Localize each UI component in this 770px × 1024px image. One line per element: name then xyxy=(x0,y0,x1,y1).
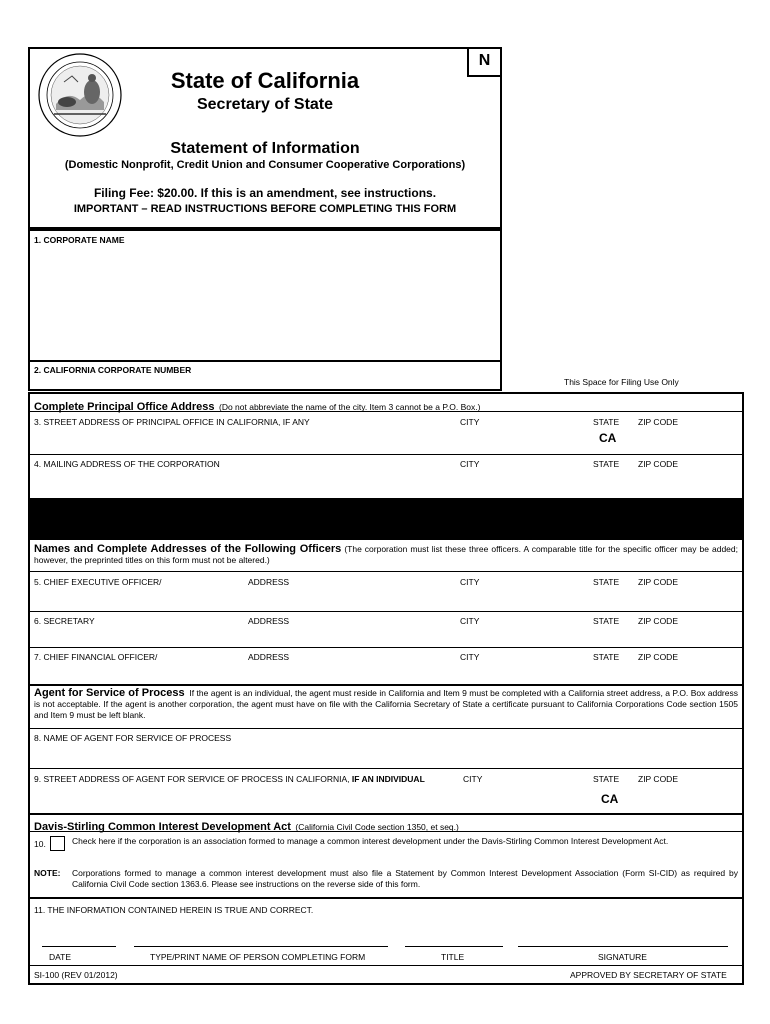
form-letter: N xyxy=(478,52,491,69)
item3-city: CITY xyxy=(460,417,480,427)
name-label: TYPE/PRINT NAME OF PERSON COMPLETING FORM xyxy=(150,952,366,962)
divider xyxy=(28,684,744,686)
item7-field[interactable] xyxy=(30,664,742,682)
corporate-name-label: 1. CORPORATE NAME xyxy=(34,235,125,245)
item4-field[interactable] xyxy=(30,470,742,496)
divider xyxy=(28,897,744,899)
divider xyxy=(28,965,744,966)
item9-field[interactable] xyxy=(30,786,742,810)
principal-note: (Do not abbreviate the name of the city. Item 3 cannot be a P.O. Box.) xyxy=(218,402,481,412)
divider xyxy=(28,728,744,729)
form-title: Statement of Information xyxy=(170,140,360,157)
filing-fee: Filing Fee: $20.00. If this is an amendment, see instructions. xyxy=(93,186,437,200)
item9-bold: IF AN INDIVIDUAL xyxy=(351,774,425,784)
item10-number: 10. xyxy=(34,839,46,849)
item11-label: 11. THE INFORMATION CONTAINED HEREIN IS TRUE AND CORRECT. xyxy=(34,905,314,915)
divider xyxy=(28,360,502,362)
item7-city: CITY xyxy=(460,652,480,662)
divider xyxy=(28,831,744,832)
item8-label: 8. NAME OF AGENT FOR SERVICE OF PROCESS xyxy=(34,733,232,743)
item10-text: Check here if the corporation is an association formed to manage a common interest development under the Davis-Stirling Common Interest Development Act. xyxy=(72,836,669,846)
item6-label: 6. SECRETARY xyxy=(34,616,95,626)
item6-field[interactable] xyxy=(30,628,742,646)
item7-label: 7. CHIEF FINANCIAL OFFICER/ xyxy=(34,652,158,662)
office-title: Secretary of State xyxy=(196,96,334,113)
item3-zip: ZIP CODE xyxy=(638,417,678,427)
davis-heading-text: Davis-Stirling Common Interest Development Act xyxy=(34,821,291,833)
date-field[interactable] xyxy=(42,930,116,947)
item4-label: 4. MAILING ADDRESS OF THE CORPORATION xyxy=(34,459,220,469)
item9-state: STATE xyxy=(593,774,620,784)
item9-text: 9. STREET ADDRESS OF AGENT FOR SERVICE OF PROCESS IN CALIFORNIA, xyxy=(34,774,350,784)
title-label: TITLE xyxy=(441,952,465,962)
item7-zip: ZIP CODE xyxy=(638,652,678,662)
divider xyxy=(28,647,744,648)
form-subtitle: (Domestic Nonprofit, Credit Union and Consumer Cooperative Corporations) xyxy=(64,159,466,171)
item6-city: CITY xyxy=(460,616,480,626)
name-field[interactable] xyxy=(134,930,388,947)
principal-heading-text: Complete Principal Office Address xyxy=(34,401,215,413)
davis-note: (California Civil Code section 1350, et seq.) xyxy=(295,822,459,832)
black-bar xyxy=(28,498,744,540)
item3-field[interactable] xyxy=(30,428,742,452)
corporate-name-field[interactable] xyxy=(30,248,500,358)
item5-address: ADDRESS xyxy=(248,577,290,587)
divider xyxy=(28,454,744,455)
item3-state: STATE xyxy=(593,417,620,427)
note-label: NOTE: xyxy=(34,868,61,878)
item3-state-value: CA xyxy=(599,431,617,445)
item6-state: STATE xyxy=(593,616,620,626)
divider xyxy=(28,571,744,572)
item9-state-value: CA xyxy=(601,792,619,806)
item5-field[interactable] xyxy=(30,590,742,610)
state-seal xyxy=(34,52,126,138)
item7-state: STATE xyxy=(593,652,620,662)
corporate-number-label: 2. CALIFORNIA CORPORATE NUMBER xyxy=(34,365,192,375)
item6-address: ADDRESS xyxy=(248,616,290,626)
principal-heading xyxy=(34,397,480,415)
signature-field[interactable] xyxy=(518,930,728,947)
important-note: IMPORTANT – READ INSTRUCTIONS BEFORE COMPLETING THIS FORM xyxy=(73,203,457,215)
item9-city: CITY xyxy=(463,774,483,784)
officers-note: (The corporation must list these three officers. A comparable title for the specific officer may be added; however, the preprinted titles on this form must not be altered.) xyxy=(34,544,738,565)
item9-zip: ZIP CODE xyxy=(638,774,678,784)
date-label: DATE xyxy=(49,952,72,962)
approved-label: APPROVED BY SECRETARY OF STATE xyxy=(570,970,727,980)
divider xyxy=(28,411,744,412)
item3-label: 3. STREET ADDRESS OF PRINCIPAL OFFICE IN CALIFORNIA, IF ANY xyxy=(34,417,310,427)
davis-checkbox[interactable] xyxy=(50,836,65,851)
divider xyxy=(28,813,744,815)
form-id: SI-100 (REV 01/2012) xyxy=(34,970,118,980)
agent-note: If the agent is an individual, the agent must reside in California and Item 9 must be completed with a California street address, a P.O. Box address is not acceptable. If the agent is another corporation, the agent must have on file with the California Secretary of State a certificate pursuant to California Corporations Code section 1505 and Item 9 must be left blank. xyxy=(34,688,738,720)
item9-label xyxy=(34,774,425,784)
title-field[interactable] xyxy=(405,930,503,947)
officers-heading-text: Names and Complete Addresses of the Following Officers xyxy=(34,543,342,555)
note-text: Corporations formed to manage a common interest development must also file a Statement by Common Interest Development Association (Form SI-CID) as required by California Civil Code section 1363.6. Please see instructions on the reverse side of this form. xyxy=(72,868,738,889)
state-title: State of California xyxy=(170,68,360,93)
filing-use-label: This Space for Filing Use Only xyxy=(564,377,679,387)
item5-zip: ZIP CODE xyxy=(638,577,678,587)
item4-zip: ZIP CODE xyxy=(638,459,678,469)
item5-state: STATE xyxy=(593,577,620,587)
item6-zip: ZIP CODE xyxy=(638,616,678,626)
divider xyxy=(28,611,744,612)
davis-heading xyxy=(34,817,459,835)
agent-heading-text: Agent for Service of Process xyxy=(34,687,185,699)
item7-address: ADDRESS xyxy=(248,652,290,662)
item5-label: 5. CHIEF EXECUTIVE OFFICER/ xyxy=(34,577,162,587)
corporate-number-field[interactable] xyxy=(30,376,500,390)
signature-label: SIGNATURE xyxy=(598,952,647,962)
item8-field[interactable] xyxy=(30,745,742,767)
officers-heading xyxy=(34,544,738,566)
item4-state: STATE xyxy=(593,459,620,469)
agent-heading xyxy=(34,688,738,721)
item5-city: CITY xyxy=(460,577,480,587)
divider xyxy=(28,768,744,769)
item4-city: CITY xyxy=(460,459,480,469)
